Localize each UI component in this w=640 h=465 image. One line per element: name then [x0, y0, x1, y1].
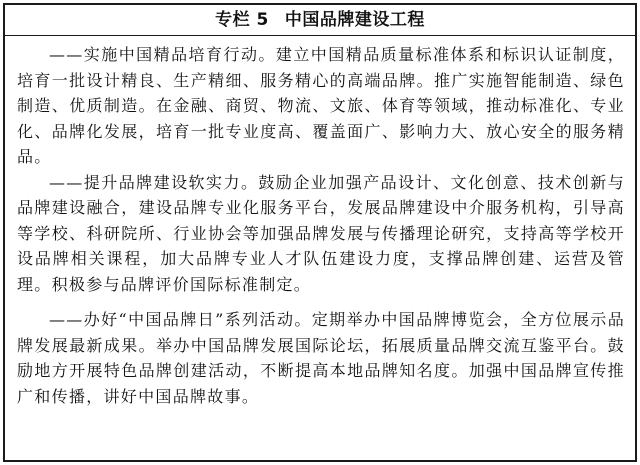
- column-label: 专栏 5: [215, 10, 269, 30]
- column-box: [3, 3, 637, 462]
- paragraph-quality-brands: ——实施中国精品培育行动。建立中国精品质量标准体系和标识认证制度，培育一批设计精良、生产精细、服务精心的高端品牌。推广实施智能制造、绿色制造、优质制造。在金融、商贸、物流、文旅、体育等领域，推动标准化、专业化、品牌化发展，培育一批专业度高、覆盖面广、影响力大、放心安全的服务精品。: [17, 45, 625, 166]
- column-body: [5, 36, 635, 409]
- paragraph-soft-power: ——提升品牌建设软实力。鼓励企业加强产品设计、文化创意、技术创新与品牌建设融合，建设品牌专业化服务平台，发展品牌建设中介服务机构，引导高等学校、科研院所、行业协会等加强品牌发展与传播理论研究，支持高等学校开设品牌相关课程，加大品牌专业人才队伍建设力度，支撑品牌创建、运营及管理。积极参与品牌评价国际标准制定。: [17, 172, 625, 294]
- column-title: 中国品牌建设工程: [284, 10, 425, 30]
- paragraph-brand-day: ——办好“中国品牌日”系列活动。定期举办中国品牌博览会，全方位展示品牌发展最新成果。举办中国品牌发展国际论坛，拓展质量品牌交流互鉴平台。鼓励地方开展特色品牌创建活动，不断提高本地品牌知名度。加强中国品牌宣传推广和传播，讲好中国品牌故事。: [17, 310, 625, 406]
- column-header: [5, 5, 635, 36]
